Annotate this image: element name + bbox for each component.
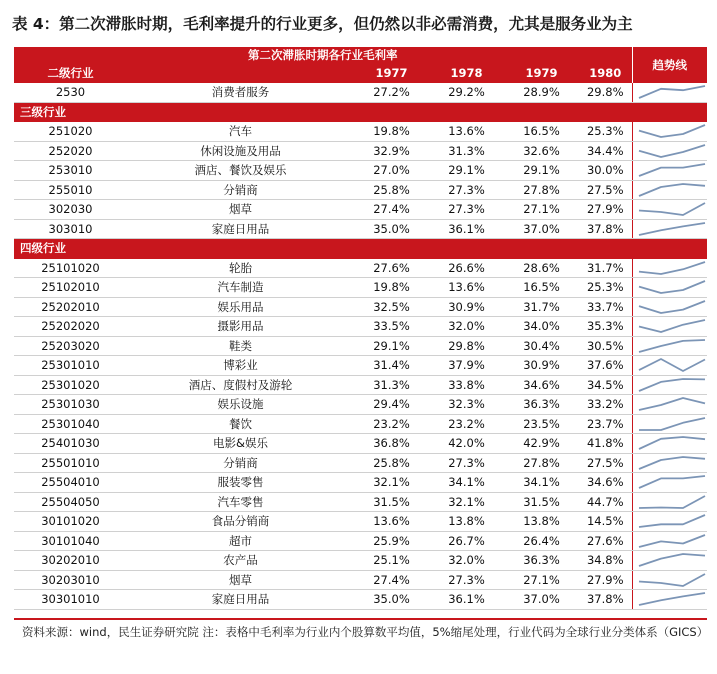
trend-cell <box>632 83 707 102</box>
margin-value: 36.1% <box>429 590 504 610</box>
margin-value: 32.5% <box>354 297 429 317</box>
industry-code: 30101040 <box>14 531 127 551</box>
industry-code: 25203020 <box>14 336 127 356</box>
trend-cell <box>632 570 707 590</box>
trend-cell <box>632 141 707 161</box>
margin-value: 13.8% <box>429 512 504 532</box>
margin-value: 16.5% <box>504 122 579 142</box>
industry-code: 25301010 <box>14 356 127 376</box>
trend-sparkline <box>636 279 708 295</box>
margin-value: 29.4% <box>354 395 429 415</box>
trend-line <box>639 125 705 137</box>
margin-value: 33.7% <box>579 297 632 317</box>
margin-value: 26.6% <box>429 258 504 278</box>
margin-value: 23.5% <box>504 414 579 434</box>
industry-code: 25101020 <box>14 258 127 278</box>
trend-line <box>639 359 705 371</box>
trend-sparkline <box>636 416 708 432</box>
year-header: 1978 <box>429 64 504 83</box>
industry-code: 25202010 <box>14 297 127 317</box>
trend-sparkline <box>636 396 708 412</box>
margin-value: 13.8% <box>504 512 579 532</box>
margin-value: 29.8% <box>579 83 632 102</box>
table-row <box>14 317 707 337</box>
trend-sparkline <box>636 143 708 159</box>
margin-value: 27.3% <box>429 453 504 473</box>
trend-cell <box>632 278 707 298</box>
margin-value: 31.5% <box>504 492 579 512</box>
table-row <box>14 83 707 102</box>
year-header: 1980 <box>579 64 632 83</box>
margin-value: 31.3% <box>429 141 504 161</box>
trend-line <box>639 398 705 410</box>
trend-sparkline <box>636 533 708 549</box>
trend-sparkline <box>636 123 708 139</box>
margin-value: 30.9% <box>429 297 504 317</box>
industry-name: 烟草 <box>127 200 354 220</box>
margin-value: 34.5% <box>579 375 632 395</box>
industry-code: 25301040 <box>14 414 127 434</box>
table-row <box>14 512 707 532</box>
trend-line <box>639 418 705 430</box>
margin-value: 27.3% <box>429 570 504 590</box>
trend-cell <box>632 395 707 415</box>
margin-value: 13.6% <box>429 278 504 298</box>
table-row <box>14 434 707 454</box>
industry-name: 摄影用品 <box>127 317 354 337</box>
trend-line <box>639 554 705 566</box>
trend-sparkline <box>636 221 708 237</box>
margin-value: 41.8% <box>579 434 632 454</box>
trend-header: 趋势线 <box>632 47 707 83</box>
table-row <box>14 492 707 512</box>
table-row <box>14 122 707 142</box>
trend-line <box>639 476 705 488</box>
trend-cell <box>632 200 707 220</box>
trend-sparkline <box>636 201 708 217</box>
source-note: 资料来源：wind，民生证券研究院 注：表格中毛利率为行业内个股算数平均值，5%缩尾处理，行业代码为全球行业分类体系（GICS） <box>22 625 709 639</box>
name-header <box>127 64 354 83</box>
trend-sparkline <box>636 182 708 198</box>
table-row <box>14 473 707 493</box>
trend-sparkline <box>636 299 708 315</box>
table-row <box>14 570 707 590</box>
margin-value: 42.9% <box>504 434 579 454</box>
margin-value: 29.2% <box>429 83 504 102</box>
trend-cell <box>632 161 707 181</box>
table-row <box>14 590 707 610</box>
margin-value: 16.5% <box>504 278 579 298</box>
section-header <box>14 102 707 122</box>
table-row <box>14 414 707 434</box>
trend-line <box>639 457 705 469</box>
industry-code: 2530 <box>14 83 127 102</box>
trend-sparkline <box>636 84 708 100</box>
margin-value: 33.5% <box>354 317 429 337</box>
margin-value: 27.2% <box>354 83 429 102</box>
margin-value: 37.0% <box>504 219 579 239</box>
trend-line <box>639 379 705 391</box>
margin-value: 34.4% <box>579 141 632 161</box>
margin-value: 32.1% <box>429 492 504 512</box>
trend-cell <box>632 375 707 395</box>
margin-value: 30.5% <box>579 336 632 356</box>
margin-value: 27.8% <box>504 453 579 473</box>
industry-code: 252020 <box>14 141 127 161</box>
trend-sparkline <box>636 455 708 471</box>
margin-value: 25.3% <box>579 278 632 298</box>
trend-sparkline <box>636 513 708 529</box>
margin-value: 30.9% <box>504 356 579 376</box>
industry-name: 鞋类 <box>127 336 354 356</box>
industry-name: 超市 <box>127 531 354 551</box>
table-row <box>14 297 707 317</box>
industry-name: 汽车制造 <box>127 278 354 298</box>
trend-cell <box>632 473 707 493</box>
industry-name: 酒店、度假村及游轮 <box>127 375 354 395</box>
trend-cell <box>632 531 707 551</box>
margin-value: 27.1% <box>504 570 579 590</box>
margin-value: 29.1% <box>504 161 579 181</box>
margin-value: 25.1% <box>354 551 429 571</box>
trend-line <box>639 203 705 215</box>
margin-value: 19.8% <box>354 278 429 298</box>
margin-value: 42.0% <box>429 434 504 454</box>
margin-value: 33.8% <box>429 375 504 395</box>
trend-cell <box>632 258 707 278</box>
margin-value: 29.8% <box>429 336 504 356</box>
table-row <box>14 356 707 376</box>
trend-cell <box>632 297 707 317</box>
industry-code: 30202010 <box>14 551 127 571</box>
table-row <box>14 531 707 551</box>
industry-name: 烟草 <box>127 570 354 590</box>
table-row <box>14 200 707 220</box>
industry-name: 服装零售 <box>127 473 354 493</box>
industry-name: 酒店、餐饮及娱乐 <box>127 161 354 181</box>
year-header: 1977 <box>354 64 429 83</box>
trend-sparkline <box>636 377 708 393</box>
margin-value: 26.7% <box>429 531 504 551</box>
margin-value: 36.8% <box>354 434 429 454</box>
industry-name: 娱乐用品 <box>127 297 354 317</box>
margin-value: 44.7% <box>579 492 632 512</box>
margin-value: 36.1% <box>429 219 504 239</box>
trend-line <box>639 301 705 313</box>
trend-cell <box>632 590 707 610</box>
margin-value: 27.3% <box>429 180 504 200</box>
trend-sparkline <box>636 435 708 451</box>
trend-cell <box>632 551 707 571</box>
trend-line <box>639 496 705 508</box>
margin-value: 27.5% <box>579 453 632 473</box>
trend-line <box>639 164 705 176</box>
trend-line <box>639 535 705 547</box>
industry-name: 汽车零售 <box>127 492 354 512</box>
margin-value: 30.4% <box>504 336 579 356</box>
industry-name: 餐饮 <box>127 414 354 434</box>
table-row <box>14 180 707 200</box>
margin-value: 29.1% <box>429 161 504 181</box>
trend-line <box>639 223 705 235</box>
margin-value: 27.0% <box>354 161 429 181</box>
trend-cell <box>632 180 707 200</box>
trend-cell <box>632 219 707 239</box>
margin-value: 27.6% <box>579 531 632 551</box>
table-row <box>14 278 707 298</box>
margin-value: 34.0% <box>504 317 579 337</box>
margin-value: 27.4% <box>354 570 429 590</box>
trend-sparkline <box>636 494 708 510</box>
margin-value: 37.0% <box>504 590 579 610</box>
margin-value: 27.1% <box>504 200 579 220</box>
margin-value: 36.3% <box>504 551 579 571</box>
margin-value: 27.5% <box>579 180 632 200</box>
industry-name: 分销商 <box>127 180 354 200</box>
margin-value: 23.7% <box>579 414 632 434</box>
industry-name: 家庭日用品 <box>127 219 354 239</box>
trend-cell <box>632 414 707 434</box>
margin-value: 25.8% <box>354 180 429 200</box>
margin-value: 37.6% <box>579 356 632 376</box>
margin-value: 23.2% <box>354 414 429 434</box>
margin-value: 28.9% <box>504 83 579 102</box>
margin-value: 32.9% <box>354 141 429 161</box>
margin-value: 37.9% <box>429 356 504 376</box>
trend-line <box>639 320 705 332</box>
trend-line <box>639 281 705 293</box>
margin-value: 27.9% <box>579 200 632 220</box>
industry-code: 25501010 <box>14 453 127 473</box>
industry-name: 消费者服务 <box>127 83 354 102</box>
margin-value: 13.6% <box>354 512 429 532</box>
margin-value: 27.4% <box>354 200 429 220</box>
trend-cell <box>632 336 707 356</box>
margin-value: 30.0% <box>579 161 632 181</box>
trend-line <box>639 340 705 352</box>
margin-value: 26.4% <box>504 531 579 551</box>
trend-cell <box>632 317 707 337</box>
trend-sparkline <box>636 318 708 334</box>
gross-margin-table <box>14 47 707 610</box>
table-row <box>14 551 707 571</box>
margin-value: 37.8% <box>579 590 632 610</box>
table-caption: 第二次滞胀时期各行业毛利率 <box>14 47 632 64</box>
industry-name: 食品分销商 <box>127 512 354 532</box>
margin-value: 25.9% <box>354 531 429 551</box>
margin-value: 27.9% <box>579 570 632 590</box>
margin-value: 32.3% <box>429 395 504 415</box>
industry-code: 30301010 <box>14 590 127 610</box>
margin-value: 27.6% <box>354 258 429 278</box>
industry-name: 农产品 <box>127 551 354 571</box>
industry-name: 娱乐设施 <box>127 395 354 415</box>
section-label: 四级行业 <box>14 239 707 259</box>
margin-value: 32.1% <box>354 473 429 493</box>
margin-value: 32.6% <box>504 141 579 161</box>
trend-cell <box>632 512 707 532</box>
bottom-divider <box>14 618 707 620</box>
industry-code: 251020 <box>14 122 127 142</box>
margin-value: 37.8% <box>579 219 632 239</box>
margin-value: 19.8% <box>354 122 429 142</box>
table-row <box>14 258 707 278</box>
trend-cell <box>632 453 707 473</box>
industry-code: 25202020 <box>14 317 127 337</box>
trend-sparkline <box>636 357 708 373</box>
margin-value: 34.1% <box>429 473 504 493</box>
industry-name: 汽车 <box>127 122 354 142</box>
trend-line <box>639 515 705 527</box>
trend-line <box>639 184 705 196</box>
table-row <box>14 375 707 395</box>
year-header: 1979 <box>504 64 579 83</box>
table-row <box>14 141 707 161</box>
margin-value: 29.1% <box>354 336 429 356</box>
table-body <box>14 83 707 609</box>
margin-value: 31.7% <box>504 297 579 317</box>
table-row <box>14 453 707 473</box>
margin-table-container <box>14 47 707 610</box>
margin-value: 28.6% <box>504 258 579 278</box>
trend-sparkline <box>636 162 708 178</box>
section-header <box>14 239 707 259</box>
industry-code: 25504050 <box>14 492 127 512</box>
margin-value: 34.8% <box>579 551 632 571</box>
industry-code: 30101020 <box>14 512 127 532</box>
industry-name: 电影&娱乐 <box>127 434 354 454</box>
margin-value: 13.6% <box>429 122 504 142</box>
margin-value: 32.0% <box>429 317 504 337</box>
industry-code: 25301020 <box>14 375 127 395</box>
margin-value: 31.4% <box>354 356 429 376</box>
margin-value: 27.3% <box>429 200 504 220</box>
trend-line <box>639 86 705 98</box>
industry-code: 30203010 <box>14 570 127 590</box>
margin-value: 34.1% <box>504 473 579 493</box>
margin-value: 35.3% <box>579 317 632 337</box>
trend-line <box>639 145 705 157</box>
table-row <box>14 395 707 415</box>
margin-value: 36.3% <box>504 395 579 415</box>
industry-code: 25102010 <box>14 278 127 298</box>
industry-name: 博彩业 <box>127 356 354 376</box>
industry-code: 255010 <box>14 180 127 200</box>
trend-sparkline <box>636 572 708 588</box>
industry-code: 253010 <box>14 161 127 181</box>
margin-value: 25.3% <box>579 122 632 142</box>
margin-value: 25.8% <box>354 453 429 473</box>
trend-cell <box>632 122 707 142</box>
industry-name: 休闲设施及用品 <box>127 141 354 161</box>
section-label: 三级行业 <box>14 102 707 122</box>
trend-sparkline <box>636 260 708 276</box>
trend-sparkline <box>636 474 708 490</box>
industry-code: 25401030 <box>14 434 127 454</box>
industry-name: 分销商 <box>127 453 354 473</box>
trend-line <box>639 593 705 605</box>
trend-cell <box>632 434 707 454</box>
margin-value: 27.8% <box>504 180 579 200</box>
margin-value: 35.0% <box>354 590 429 610</box>
table-title: 表 4：第二次滞胀时期，毛利率提升的行业更多，但仍然以非必需消费，尤其是服务业为主 <box>12 15 633 33</box>
margin-value: 31.5% <box>354 492 429 512</box>
trend-sparkline <box>636 338 708 354</box>
table-row <box>14 219 707 239</box>
margin-value: 34.6% <box>579 473 632 493</box>
table-row <box>14 161 707 181</box>
margin-value: 34.6% <box>504 375 579 395</box>
margin-value: 31.3% <box>354 375 429 395</box>
margin-value: 33.2% <box>579 395 632 415</box>
margin-value: 23.2% <box>429 414 504 434</box>
margin-value: 32.0% <box>429 551 504 571</box>
industry-code: 25504010 <box>14 473 127 493</box>
margin-value: 14.5% <box>579 512 632 532</box>
trend-line <box>639 437 705 449</box>
trend-line <box>639 262 705 274</box>
industry-code: 303010 <box>14 219 127 239</box>
trend-cell <box>632 356 707 376</box>
trend-sparkline <box>636 552 708 568</box>
trend-cell <box>632 492 707 512</box>
trend-sparkline <box>636 591 708 607</box>
industry-code: 25301030 <box>14 395 127 415</box>
industry-code: 302030 <box>14 200 127 220</box>
trend-line <box>639 574 705 586</box>
industry-name: 轮胎 <box>127 258 354 278</box>
margin-value: 35.0% <box>354 219 429 239</box>
level-header: 二级行业 <box>14 64 127 83</box>
industry-name: 家庭日用品 <box>127 590 354 610</box>
margin-value: 31.7% <box>579 258 632 278</box>
table-row <box>14 336 707 356</box>
